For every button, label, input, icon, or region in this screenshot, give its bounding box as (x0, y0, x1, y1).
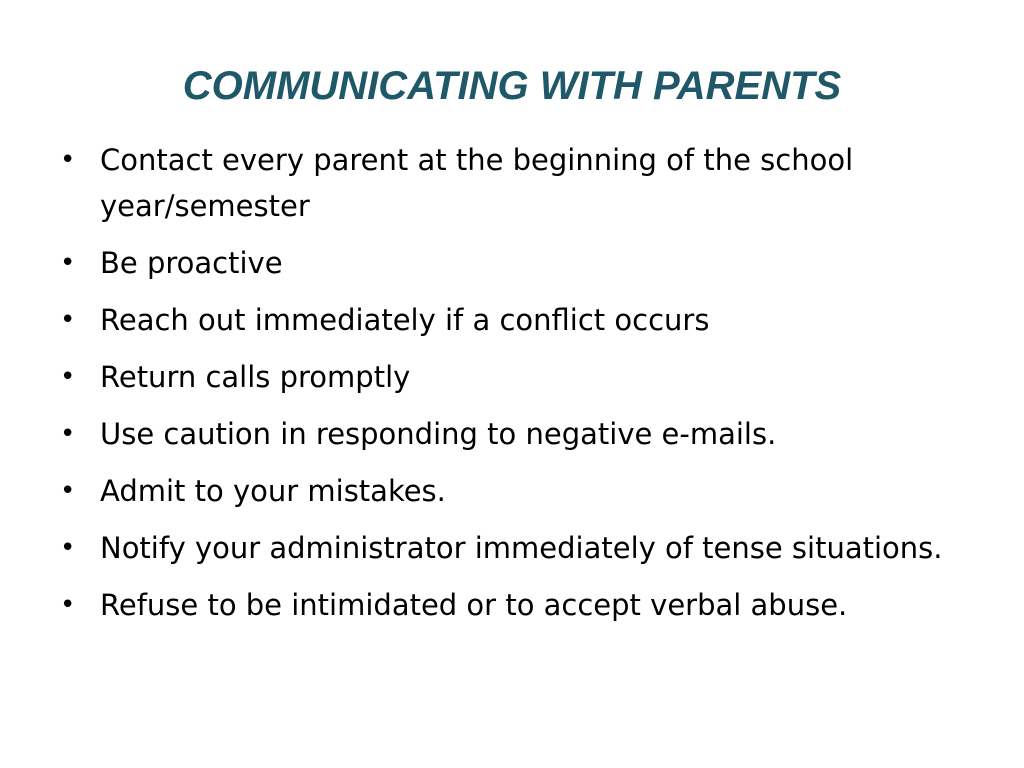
list-item (60, 137, 960, 229)
bullet-text: Reach out immediately if a conflict occurs (100, 303, 710, 337)
bullet-icon: • (60, 533, 76, 563)
bullet-icon: • (60, 362, 76, 392)
bullet-icon: • (60, 305, 76, 335)
list-item (60, 468, 960, 514)
slide-title: COMMUNICATING WITH PARENTS (182, 64, 842, 108)
bullet-text: Return calls promptly (100, 360, 411, 394)
bullet-text: Contact every parent at the beginning of the school year/semester (100, 143, 854, 223)
bullet-icon: • (60, 248, 76, 278)
bullet-icon: • (60, 419, 76, 449)
bullet-text: Admit to your mistakes. (100, 474, 446, 508)
bullet-text: Use caution in responding to negative e-mails. (100, 417, 777, 451)
list-item (60, 240, 960, 286)
list-item (60, 525, 960, 571)
bullet-icon: • (60, 145, 76, 175)
bullet-icon: • (60, 476, 76, 506)
list-item (60, 411, 960, 457)
bullet-text: Notify your administrator immediately of tense situations. (100, 531, 943, 565)
bullet-text: Refuse to be intimidated or to accept verbal abuse. (100, 588, 848, 622)
bullet-list (60, 137, 960, 639)
list-item (60, 297, 960, 343)
bullet-icon: • (60, 590, 76, 620)
bullet-text: Be proactive (100, 246, 283, 280)
list-item (60, 582, 960, 628)
list-item (60, 354, 960, 400)
